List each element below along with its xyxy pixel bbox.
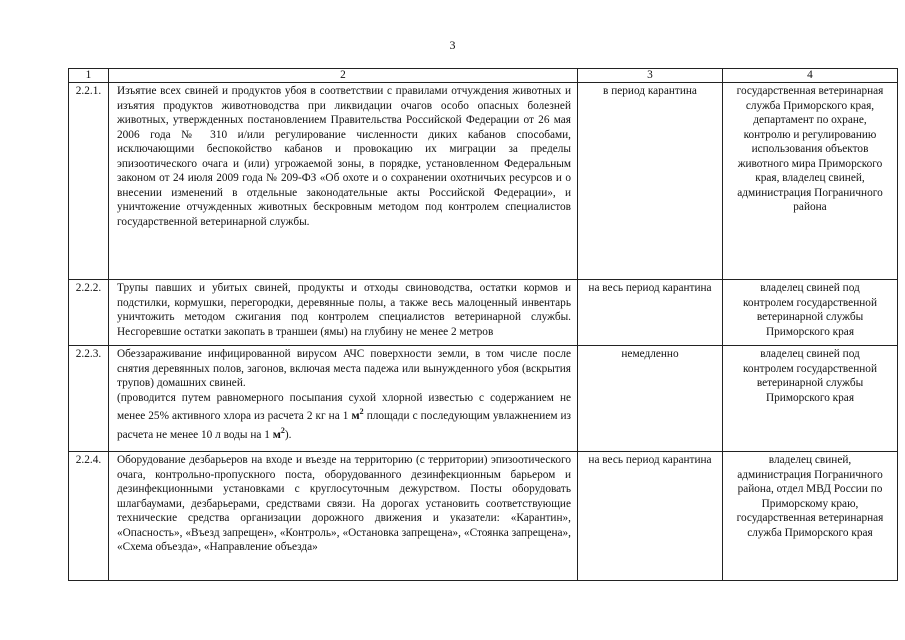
measure-term: немедленно	[578, 346, 723, 452]
measure-text: Изъятие всех свиней и продуктов убоя в соответствии с правилами отчуждения животных и изъятия продуктов животноводства при ликвидации очагов особо опасных болезней животных, утвержденных постановлением Правительства Российской Федерации от 26 мая 2006 года № 310 и/или регулирование численности диких кабанов способами, исключающими беспокойство кабанов и провокацию их миграции за пределы эпизоотического очага и (или) угрожаемой зоны, в порядке, установленном Федеральным законом от 24 июля 2009 года № 209-ФЗ «Об охоте и о сохранении охотничьих ресурсов и о внесении изменений в отдельные законодательные акты Российской Федерации», и уничтожение отчужденных животных бескровным методом под контролем специалистов государственной ветеринарной службы.	[109, 83, 578, 280]
measure-text: Трупы павших и убитых свиней, продукты и отходы свиноводства, остатки кормов и подстилки, кормушки, перегородки, деревянные полы, а также весь малоценный инвентарь уничтожить методом сжигания под контролем специалистов ветеринарной службы. Несгоревшие остатки закопать в траншеи (ямы) на глубину не менее 2 метров	[109, 280, 578, 346]
unit-m2: $м^2$	[351, 407, 364, 422]
table-row	[69, 83, 898, 280]
measure-responsible: государственная ветеринарная служба Приморского края, департамент по охране, контролю и регулированию использования объектов животного мира Приморского края, владелец свиней, администрация Пограничного района	[723, 83, 898, 280]
measure-term: на весь период карантина	[578, 280, 723, 346]
row-number: 2.2.3.	[69, 346, 109, 452]
measure-term: на весь период карантина	[578, 452, 723, 581]
measure-text-mid: площади с последующим увлажнением из расчета не менее 10 л воды на 1	[117, 410, 572, 441]
measure-text: Оборудование дезбарьеров на входе и въезде на территорию (с территории) эпизоотического очага, контрольно-пропускного поста, оборудованного дезинфекционным барьером и дезинфекционными установками с круглосуточным дежурством. Посты оборудовать шлагбаумами, дезбарьерами, средствами связи. На дорогах установить соответствующие технические средства организации дорожного движения и указатели: «Карантин», «Опасность», «Въезд запрещен», «Контроль», «Остановка запрещена», «Стоянка запрещена», «Схема объезда», «Направление объезда»	[109, 452, 578, 581]
page-number: 3	[449, 38, 456, 52]
measure-responsible: владелец свиней под контролем государственной ветеринарной службы Приморского края	[723, 346, 898, 452]
unit-m2: $м^2$	[272, 425, 285, 441]
measure-text-main: Обеззараживание инфицированной вирусом АЧС поверхности земли, в том числе после снятия деревянных полов, загонов, включая места падежа или вынужденного убоя (вскрытия трупов) домашних свиней.	[117, 348, 571, 389]
header-col-2: 2	[109, 69, 578, 83]
measure-text-line2: (проводится путем равномерного посыпания сухой хлорной известью с содержанием не менее 25% активного хлора из расчета 2 кг на 1	[117, 391, 571, 422]
measure-responsible: владелец свиней под контролем государственной ветеринарной службы Приморского края	[723, 280, 898, 346]
row-number: 2.2.2.	[69, 280, 109, 346]
header-col-3: 3	[578, 69, 723, 83]
measure-term: в период карантина	[578, 83, 723, 280]
table-row	[69, 452, 898, 581]
table-row	[69, 280, 898, 346]
measure-text-end: ).	[284, 428, 292, 441]
row-number: 2.2.1.	[69, 83, 109, 280]
header-row	[69, 69, 898, 83]
header-col-1: 1	[69, 69, 109, 83]
row-number: 2.2.4.	[69, 452, 109, 581]
table-row	[69, 346, 898, 452]
measure-text	[109, 346, 578, 452]
measures-table	[68, 68, 898, 581]
header-col-4: 4	[723, 69, 898, 83]
measure-responsible: владелец свиней, администрация Пограничного района, отдел МВД России по Приморскому краю, государственная ветеринарная служба Приморского края	[723, 452, 898, 581]
